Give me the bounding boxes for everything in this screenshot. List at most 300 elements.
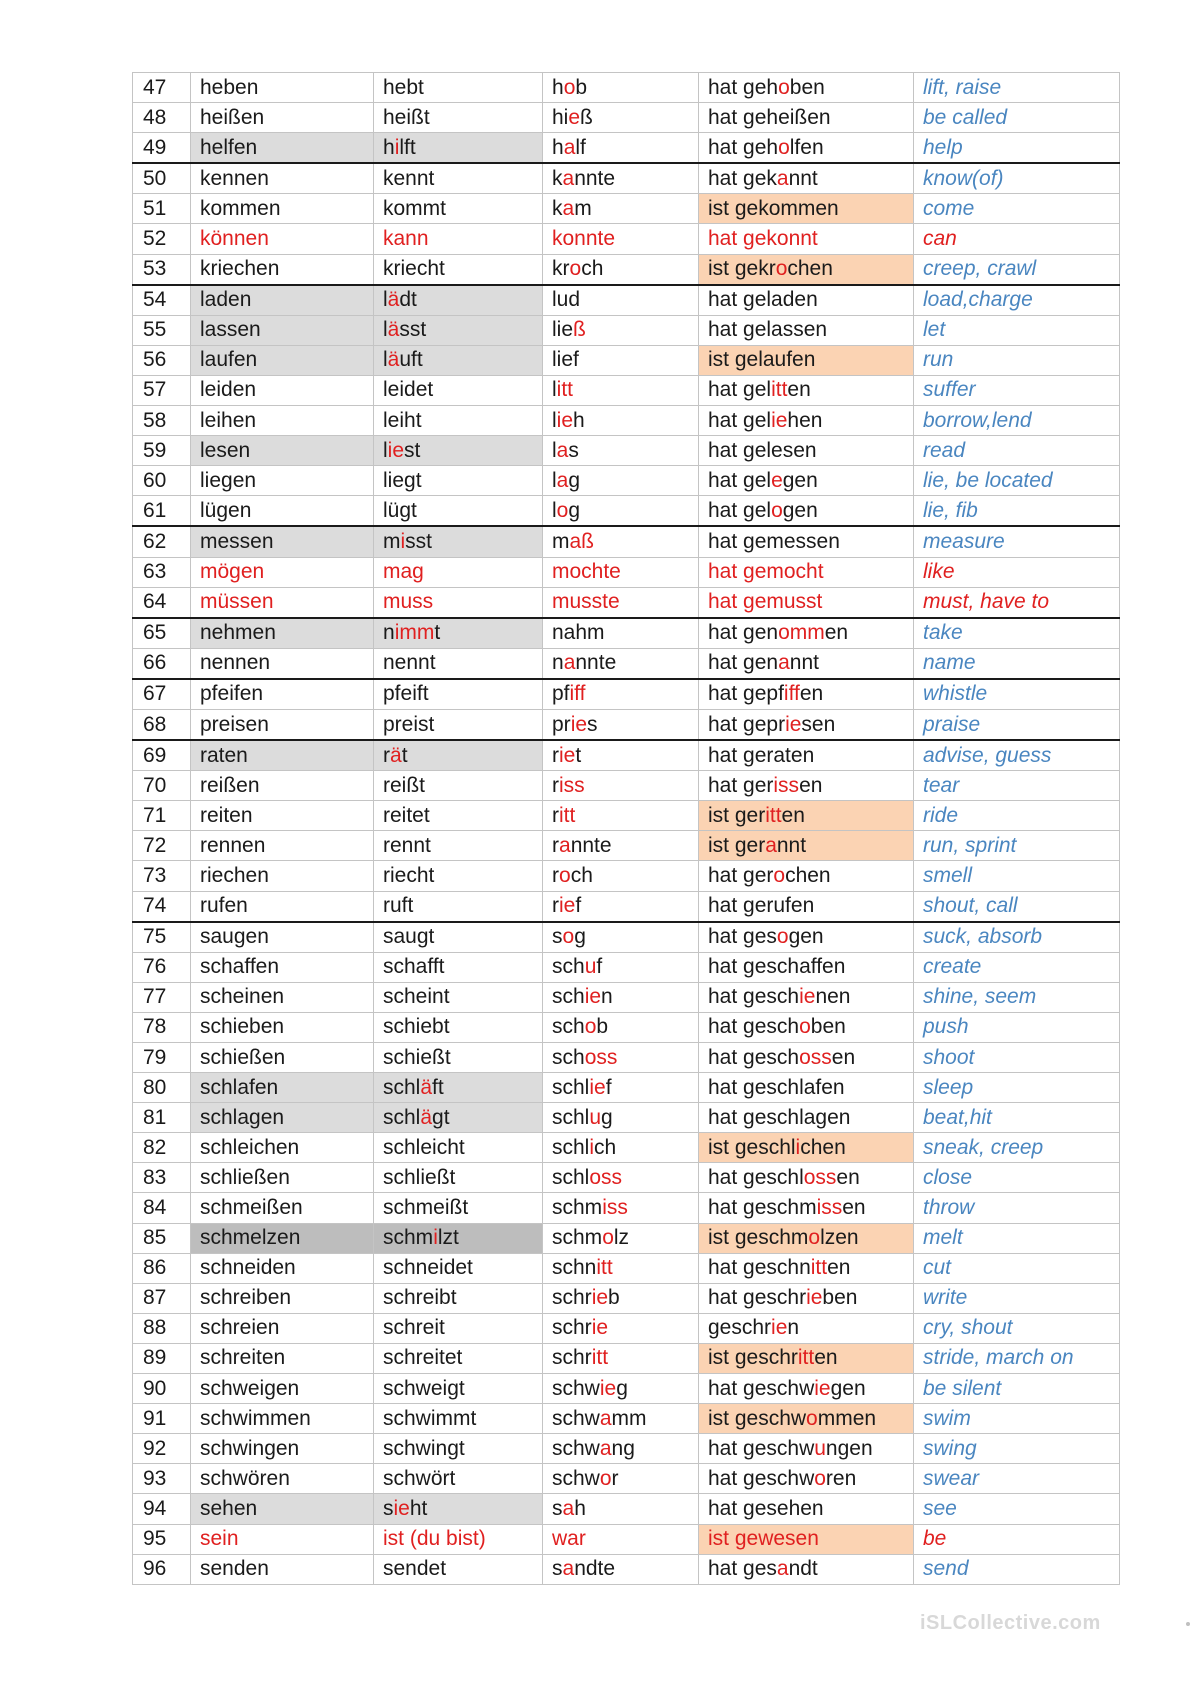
row-number-cell: 87 [133, 1283, 191, 1313]
infinitive-cell: müssen [191, 587, 374, 618]
highlighted-vowel-change: a [563, 135, 576, 159]
highlighted-vowel-change: ie [591, 1316, 609, 1340]
highlighted-vowel-change: ä [387, 348, 400, 372]
highlighted-vowel-change: o [814, 1466, 826, 1490]
english-meaning-cell: load,charge [914, 285, 1120, 316]
simple-past-cell: hieß [543, 103, 699, 133]
english-meaning-cell: stride, march on [914, 1343, 1120, 1373]
highlighted-vowel-change: a [765, 833, 777, 857]
infinitive-cell: sein [191, 1524, 374, 1554]
infinitive-cell: sehen [191, 1494, 374, 1524]
highlighted-vowel-change: ie [806, 1286, 823, 1310]
table-row [133, 436, 1120, 466]
row-number-cell: 83 [133, 1163, 191, 1193]
past-participle-cell: ist gewesen [699, 1524, 914, 1554]
past-participle-cell: hat geraten [699, 740, 914, 771]
highlighted-vowel-change: a [562, 166, 575, 190]
simple-past-cell: schnitt [543, 1253, 699, 1283]
present-3rd-person-cell: schafft [374, 952, 543, 982]
highlighted-vowel-change: aß [569, 529, 595, 553]
english-meaning-cell: cut [914, 1253, 1120, 1283]
english-meaning-cell: send [914, 1554, 1120, 1584]
row-number-cell: 90 [133, 1374, 191, 1404]
english-meaning-cell: let [914, 315, 1120, 345]
english-meaning-cell: advise, guess [914, 740, 1120, 771]
table-row [133, 73, 1120, 103]
english-meaning-cell: throw [914, 1193, 1120, 1223]
present-3rd-person-cell: kommt [374, 194, 543, 224]
table-row [133, 709, 1120, 740]
simple-past-cell: riss [543, 771, 699, 801]
present-3rd-person-cell: leiht [374, 406, 543, 436]
highlighted-vowel-change: o [569, 257, 582, 281]
simple-past-cell: sog [543, 922, 699, 953]
highlighted-vowel-change: omm [778, 621, 825, 645]
simple-past-cell: sah [543, 1494, 699, 1524]
present-3rd-person-cell: schlägt [374, 1103, 543, 1133]
past-participle-cell: hat geschlossen [699, 1163, 914, 1193]
english-meaning-cell: help [914, 133, 1120, 164]
past-participle-cell: ist geritten [699, 801, 914, 831]
infinitive-cell: schreien [191, 1313, 374, 1343]
simple-past-cell: pries [543, 709, 699, 740]
highlighted-vowel-change: ä [387, 318, 400, 342]
past-participle-cell: ist geschlichen [699, 1133, 914, 1163]
row-number-cell: 88 [133, 1313, 191, 1343]
present-3rd-person-cell: riecht [374, 861, 543, 891]
present-3rd-person-cell: preist [374, 709, 543, 740]
simple-past-cell: schlich [543, 1133, 699, 1163]
past-participle-cell: ist geschmolzen [699, 1223, 914, 1253]
past-participle-cell: hat geliehen [699, 406, 914, 436]
simple-past-cell: maß [543, 526, 699, 557]
highlighted-vowel-change: e [568, 105, 581, 129]
row-number-cell: 80 [133, 1073, 191, 1103]
simple-past-cell: musste [543, 587, 699, 618]
present-3rd-person-cell: schreibt [374, 1283, 543, 1313]
table-row [133, 1494, 1120, 1524]
simple-past-cell: schwamm [543, 1404, 699, 1434]
simple-past-cell: schob [543, 1012, 699, 1042]
infinitive-cell: lassen [191, 315, 374, 345]
simple-past-cell: war [543, 1524, 699, 1554]
highlighted-vowel-change: itt [771, 378, 788, 402]
table-row [133, 133, 1120, 164]
english-meaning-cell: be called [914, 103, 1120, 133]
present-3rd-person-cell: schießt [374, 1043, 543, 1073]
highlighted-vowel-change: ä [420, 1105, 433, 1129]
simple-past-cell: ließ [543, 315, 699, 345]
past-participle-cell: hat geschoben [699, 1012, 914, 1042]
table-row [133, 952, 1120, 982]
table-row [133, 345, 1120, 375]
table-row [133, 496, 1120, 527]
highlighted-vowel-change: a [562, 1557, 575, 1581]
highlighted-vowel-change: oss [584, 1045, 618, 1069]
english-meaning-cell: suffer [914, 375, 1120, 405]
table-row [133, 1193, 1120, 1223]
simple-past-cell: schuf [543, 952, 699, 982]
highlighted-vowel-change: i [400, 529, 406, 553]
infinitive-cell: leihen [191, 406, 374, 436]
english-meaning-cell: lift, raise [914, 73, 1120, 103]
simple-past-cell: litt [543, 375, 699, 405]
highlighted-vowel-change: ie [559, 894, 576, 918]
row-number-cell: 56 [133, 345, 191, 375]
present-3rd-person-cell: lässt [374, 315, 543, 345]
highlighted-vowel-change: ie [589, 1075, 606, 1099]
simple-past-cell: schwang [543, 1434, 699, 1464]
verb-table-container [132, 72, 1119, 1585]
watermark: iSLCollective.com [920, 1612, 1101, 1634]
present-3rd-person-cell: schwingt [374, 1434, 543, 1464]
present-3rd-person-cell: nimmt [374, 618, 543, 649]
simple-past-cell: schoss [543, 1043, 699, 1073]
simple-past-cell: rief [543, 891, 699, 922]
past-participle-cell: hat gepriesen [699, 709, 914, 740]
row-number-cell: 50 [133, 163, 191, 194]
past-participle-cell: hat gelesen [699, 436, 914, 466]
table-row [133, 254, 1120, 285]
highlighted-vowel-change: o [778, 75, 790, 99]
table-row [133, 1554, 1120, 1584]
table-row [133, 771, 1120, 801]
table-row [133, 1524, 1120, 1554]
english-meaning-cell: come [914, 194, 1120, 224]
table-row [133, 1253, 1120, 1283]
row-number-cell: 73 [133, 861, 191, 891]
simple-past-cell: kannte [543, 163, 699, 194]
past-participle-cell: hat geschrieben [699, 1283, 914, 1313]
present-3rd-person-cell: rennt [374, 831, 543, 861]
row-number-cell: 79 [133, 1043, 191, 1073]
english-meaning-cell: shout, call [914, 891, 1120, 922]
table-row [133, 1133, 1120, 1163]
table-row [133, 1223, 1120, 1253]
past-participle-cell: hat geschaffen [699, 952, 914, 982]
english-meaning-cell: tear [914, 771, 1120, 801]
simple-past-cell: riet [543, 740, 699, 771]
highlighted-vowel-change: u [589, 1105, 602, 1129]
english-meaning-cell: be silent [914, 1374, 1120, 1404]
english-meaning-cell: know(of) [914, 163, 1120, 194]
row-number-cell: 70 [133, 771, 191, 801]
present-3rd-person-cell: muss [374, 587, 543, 618]
highlighted-vowel-change: ie [771, 408, 788, 432]
highlighted-vowel-change: i [433, 1226, 438, 1250]
highlighted-vowel-change: itt [556, 378, 574, 402]
present-3rd-person-cell: hebt [374, 73, 543, 103]
past-participle-cell: hat geladen [699, 285, 914, 316]
past-participle-cell: hat geschossen [699, 1043, 914, 1073]
table-row [133, 618, 1120, 649]
infinitive-cell: reißen [191, 771, 374, 801]
highlighted-vowel-change: o [562, 925, 575, 949]
row-number-cell: 82 [133, 1133, 191, 1163]
infinitive-cell: nehmen [191, 618, 374, 649]
present-3rd-person-cell: rät [374, 740, 543, 771]
table-row [133, 163, 1120, 194]
infinitive-cell: kriechen [191, 254, 374, 285]
past-participle-cell: hat geschmissen [699, 1193, 914, 1223]
table-row [133, 1434, 1120, 1464]
infinitive-cell: kommen [191, 194, 374, 224]
present-3rd-person-cell: mag [374, 557, 543, 587]
past-participle-cell: hat gehoben [699, 73, 914, 103]
present-3rd-person-cell: saugt [374, 922, 543, 953]
english-meaning-cell: swim [914, 1404, 1120, 1434]
present-3rd-person-cell: schmilzt [374, 1223, 543, 1253]
highlighted-vowel-change: i [795, 1135, 801, 1159]
infinitive-cell: rufen [191, 891, 374, 922]
simple-past-cell: log [543, 496, 699, 527]
infinitive-cell: kennen [191, 163, 374, 194]
simple-past-cell: schlug [543, 1103, 699, 1133]
highlighted-vowel-change: o [584, 1015, 597, 1039]
row-number-cell: 96 [133, 1554, 191, 1584]
simple-past-cell: schmolz [543, 1223, 699, 1253]
infinitive-cell: schießen [191, 1043, 374, 1073]
infinitive-cell: scheinen [191, 982, 374, 1012]
highlighted-vowel-change: a [776, 1557, 789, 1581]
infinitive-cell: schwören [191, 1464, 374, 1494]
past-participle-cell: hat gepfiffen [699, 679, 914, 710]
table-row [133, 1313, 1120, 1343]
english-meaning-cell: cry, shout [914, 1313, 1120, 1343]
simple-past-cell: schmiss [543, 1193, 699, 1223]
highlighted-vowel-change: i [394, 135, 400, 159]
simple-past-cell: lag [543, 466, 699, 496]
row-number-cell: 72 [133, 831, 191, 861]
infinitive-cell: pfeifen [191, 679, 374, 710]
english-meaning-cell: can [914, 224, 1120, 254]
table-row [133, 831, 1120, 861]
past-participle-cell: hat gesehen [699, 1494, 914, 1524]
row-number-cell: 52 [133, 224, 191, 254]
highlighted-vowel-change: ie [814, 1376, 831, 1400]
row-number-cell: 93 [133, 1464, 191, 1494]
infinitive-cell: schmelzen [191, 1223, 374, 1253]
highlighted-vowel-change: ie [599, 1376, 617, 1400]
infinitive-cell: schweigen [191, 1374, 374, 1404]
highlighted-vowel-change: imm [394, 621, 435, 645]
present-3rd-person-cell: ist (du bist) [374, 1524, 543, 1554]
present-3rd-person-cell: schreit [374, 1313, 543, 1343]
past-participle-cell: ist gelaufen [699, 345, 914, 375]
simple-past-cell: half [543, 133, 699, 164]
english-meaning-cell: write [914, 1283, 1120, 1313]
simple-past-cell: schwieg [543, 1374, 699, 1404]
highlighted-vowel-change: iss [816, 1196, 843, 1220]
table-row [133, 1073, 1120, 1103]
table-row [133, 526, 1120, 557]
english-meaning-cell: must, have to [914, 587, 1120, 618]
present-3rd-person-cell: liest [374, 436, 543, 466]
row-number-cell: 66 [133, 648, 191, 679]
row-number-cell: 48 [133, 103, 191, 133]
highlighted-vowel-change: itt [591, 1346, 609, 1370]
english-meaning-cell: shine, seem [914, 982, 1120, 1012]
highlighted-vowel-change: ie [570, 712, 588, 736]
past-participle-cell: hat geschlagen [699, 1103, 914, 1133]
past-participle-cell: ist gekrochen [699, 254, 914, 285]
highlighted-vowel-change: o [806, 1406, 818, 1430]
highlighted-vowel-change: o [556, 498, 569, 522]
infinitive-cell: nennen [191, 648, 374, 679]
table-row [133, 740, 1120, 771]
past-participle-cell: hat geschienen [699, 982, 914, 1012]
highlighted-vowel-change: o [808, 1226, 821, 1250]
highlighted-vowel-change: a [559, 833, 571, 857]
infinitive-cell: reiten [191, 801, 374, 831]
english-meaning-cell: lie, be located [914, 466, 1120, 496]
infinitive-cell: schwimmen [191, 1404, 374, 1434]
present-3rd-person-cell: pfeift [374, 679, 543, 710]
english-meaning-cell: creep, crawl [914, 254, 1120, 285]
highlighted-vowel-change: a [556, 438, 569, 462]
table-row [133, 285, 1120, 316]
english-meaning-cell: name [914, 648, 1120, 679]
past-participle-cell: hat gemusst [699, 587, 914, 618]
row-number-cell: 51 [133, 194, 191, 224]
simple-past-cell: schloss [543, 1163, 699, 1193]
highlighted-vowel-change: iss [773, 773, 800, 797]
past-participle-cell: hat gemessen [699, 526, 914, 557]
past-participle-cell: hat gelitten [699, 375, 914, 405]
past-participle-cell: hat gelassen [699, 315, 914, 345]
present-3rd-person-cell: kennt [374, 163, 543, 194]
past-participle-cell: geschrien [699, 1313, 914, 1343]
english-meaning-cell: take [914, 618, 1120, 649]
highlighted-vowel-change: o [559, 863, 571, 887]
simple-past-cell: roch [543, 861, 699, 891]
highlighted-vowel-change: itt [765, 803, 782, 827]
present-3rd-person-cell: schiebt [374, 1012, 543, 1042]
english-meaning-cell: melt [914, 1223, 1120, 1253]
past-participle-cell: hat gerochen [699, 861, 914, 891]
simple-past-cell: schritt [543, 1343, 699, 1373]
infinitive-cell: raten [191, 740, 374, 771]
simple-past-cell: ritt [543, 801, 699, 831]
past-participle-cell: hat geschnitten [699, 1253, 914, 1283]
highlighted-vowel-change: a [563, 651, 576, 675]
table-row [133, 679, 1120, 710]
row-number-cell: 63 [133, 557, 191, 587]
english-meaning-cell: lie, fib [914, 496, 1120, 527]
highlighted-vowel-change: o [602, 1226, 614, 1250]
highlighted-vowel-change: a [562, 196, 575, 220]
simple-past-cell: lief [543, 345, 699, 375]
present-3rd-person-cell: lügt [374, 496, 543, 527]
table-row [133, 1103, 1120, 1133]
row-number-cell: 71 [133, 801, 191, 831]
table-row [133, 1283, 1120, 1313]
row-number-cell: 55 [133, 315, 191, 345]
highlighted-vowel-change: o [775, 257, 788, 281]
highlighted-vowel-change: iss [602, 1196, 628, 1220]
english-meaning-cell: run, sprint [914, 831, 1120, 861]
row-number-cell: 92 [133, 1434, 191, 1464]
simple-past-cell: rannte [543, 831, 699, 861]
infinitive-cell: riechen [191, 861, 374, 891]
infinitive-cell: rennen [191, 831, 374, 861]
english-meaning-cell: see [914, 1494, 1120, 1524]
simple-past-cell: hob [543, 73, 699, 103]
present-3rd-person-cell: sendet [374, 1554, 543, 1584]
highlighted-vowel-change: o [599, 1466, 612, 1490]
table-row [133, 1163, 1120, 1193]
simple-past-cell: mochte [543, 557, 699, 587]
highlighted-vowel-change: itt [797, 1346, 815, 1370]
past-participle-cell: hat gemocht [699, 557, 914, 587]
infinitive-cell: messen [191, 526, 374, 557]
english-meaning-cell: ride [914, 801, 1120, 831]
past-participle-cell: hat geschwungen [699, 1434, 914, 1464]
row-number-cell: 77 [133, 982, 191, 1012]
present-3rd-person-cell: kriecht [374, 254, 543, 285]
present-3rd-person-cell: scheint [374, 982, 543, 1012]
simple-past-cell: konnte [543, 224, 699, 254]
table-row [133, 891, 1120, 922]
english-meaning-cell: borrow,lend [914, 406, 1120, 436]
table-row [133, 194, 1120, 224]
past-participle-cell: hat genommen [699, 618, 914, 649]
present-3rd-person-cell: schweigt [374, 1374, 543, 1404]
row-number-cell: 57 [133, 375, 191, 405]
present-3rd-person-cell: hilft [374, 133, 543, 164]
infinitive-cell: schließen [191, 1163, 374, 1193]
table-row [133, 466, 1120, 496]
row-number-cell: 86 [133, 1253, 191, 1283]
present-3rd-person-cell: schwimmt [374, 1404, 543, 1434]
past-participle-cell: hat gesandt [699, 1554, 914, 1584]
present-3rd-person-cell: läuft [374, 345, 543, 375]
infinitive-cell: schneiden [191, 1253, 374, 1283]
infinitive-cell: helfen [191, 133, 374, 164]
table-row [133, 1404, 1120, 1434]
infinitive-cell: schieben [191, 1012, 374, 1042]
present-3rd-person-cell: lädt [374, 285, 543, 316]
table-row [133, 861, 1120, 891]
row-number-cell: 69 [133, 740, 191, 771]
simple-past-cell: lud [543, 285, 699, 316]
row-number-cell: 61 [133, 496, 191, 527]
table-row [133, 375, 1120, 405]
row-number-cell: 91 [133, 1404, 191, 1434]
infinitive-cell: schreiben [191, 1283, 374, 1313]
infinitive-cell: mögen [191, 557, 374, 587]
highlighted-vowel-change: ie [771, 1316, 788, 1340]
highlighted-vowel-change: o [776, 925, 789, 949]
past-participle-cell: hat gerufen [699, 891, 914, 922]
past-participle-cell: hat geschworen [699, 1464, 914, 1494]
infinitive-cell: schwingen [191, 1434, 374, 1464]
table-row [133, 801, 1120, 831]
present-3rd-person-cell: leidet [374, 375, 543, 405]
highlighted-vowel-change: iff [569, 682, 586, 706]
highlighted-vowel-change: a [562, 1496, 575, 1520]
highlighted-vowel-change: o [771, 498, 783, 522]
table-row [133, 1374, 1120, 1404]
highlighted-vowel-change: oss [803, 1165, 837, 1189]
simple-past-cell: sandte [543, 1554, 699, 1584]
past-participle-cell: hat geholfen [699, 133, 914, 164]
row-number-cell: 81 [133, 1103, 191, 1133]
table-row [133, 1464, 1120, 1494]
highlighted-vowel-change: ie [799, 985, 816, 1009]
infinitive-cell: schaffen [191, 952, 374, 982]
highlighted-vowel-change: u [814, 1436, 826, 1460]
